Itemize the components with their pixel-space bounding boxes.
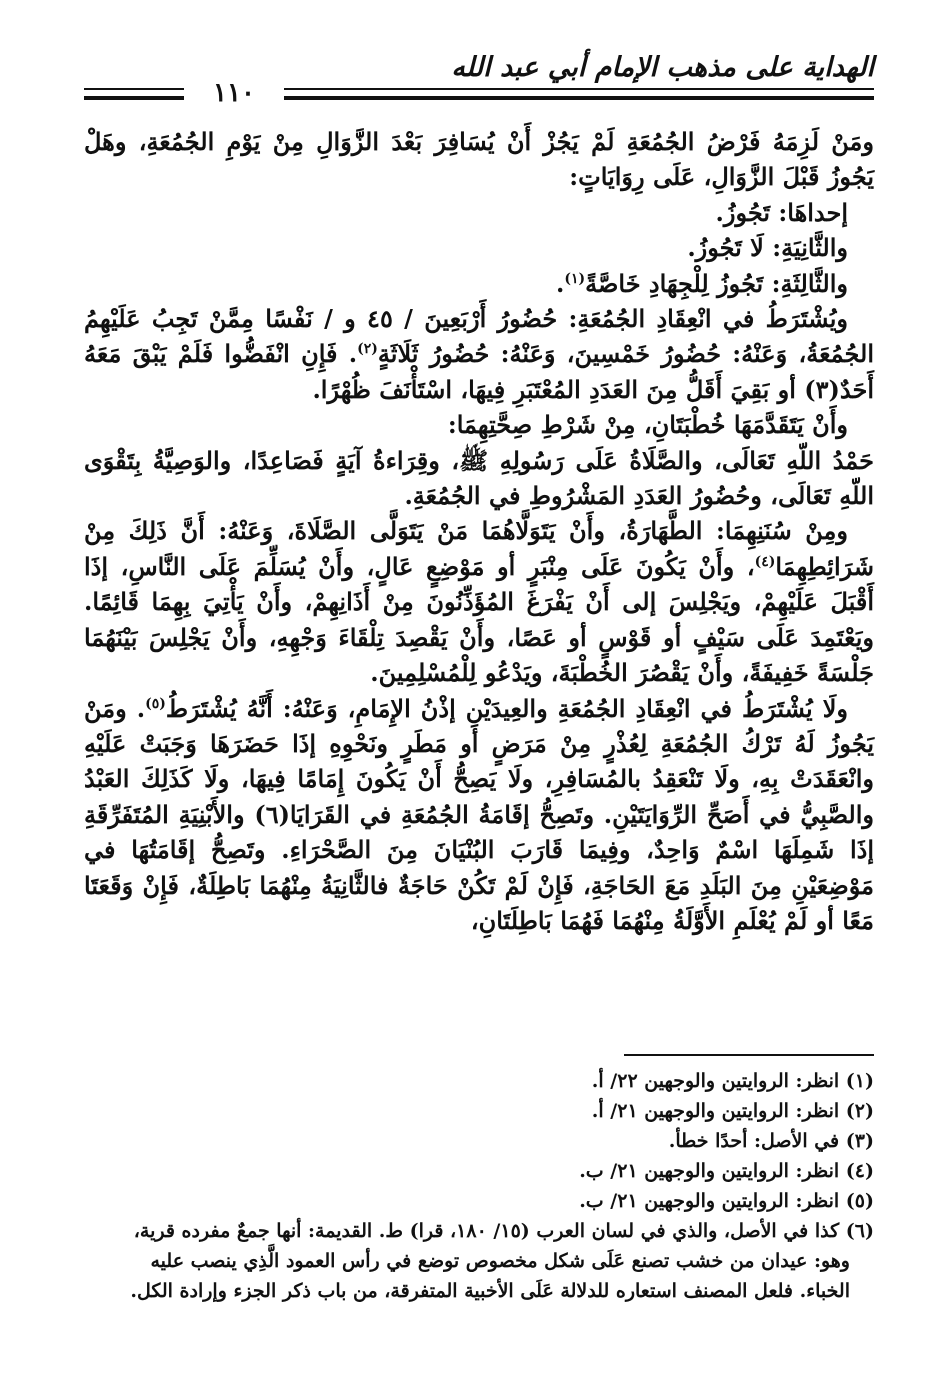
footnote-separator — [624, 1054, 874, 1056]
narration-item: والثَّالِثَةِ: تَجُوزُ لِلْجِهَادِ خَاصَّةً$^{(١)}$. — [556, 268, 848, 298]
footnote: (٣) في الأصل: أحدًا خطأ. — [668, 1130, 874, 1152]
paragraph-sermon-conditions: حَمْدُ اللّهِ تَعَالَى، والصَّلَاةُ عَلَى رَسُولِهِ ﷺ، وقِرَاءةُ آيَةٍ فَصَاعِدًا، والوَصِيَّةُ بِتَقْوَى اللّهِ تَعَالَى، وحُضُورُ العَدَدِ المَشْرُوطِ في الجُمُعَةِ. — [84, 445, 874, 511]
main-text — [84, 124, 874, 938]
footnotes — [84, 1066, 874, 1306]
footnote: (٦) كذا في الأصل، والذي في لسان العرب (١٥/ ١٨٠، قرا) ط. القديمة: أنها جمعٌ مفرده قرية، — [133, 1220, 874, 1242]
narration-item: إحداهَا: تَجُوزُ. — [715, 197, 848, 227]
narration-item: والثَّانِيَةِ: لَا تَجُوزُ. — [687, 233, 848, 263]
paragraph-imam-permission: ولَا يُشْتَرَطُ في انْعِقَادِ الجُمُعَةِ والعِيدَيْنِ إذْنُ الإِمَامِ، وَعَنْهُ: أَنَّهُ يُشْتَرَطُ$^{(٥)}$. ومَنْ يَجُوزُ لَهُ تَرْكُ الجُمُعَةِ لِعُذْرٍ مِنْ مَرَضٍ أو مَطَرٍ ونَحْوِهِ إذَا حَضَرَهَا وَجَبَتْ عَلَيْهِ وانْعَقَدَتْ بِهِ، ولَا تَنْعَقِدُ بالمُسَافِرِ، ولَا يَصِحُّ أَنْ يَكُونَ إِمَامًا فِيهَا، ولَا كَذَلِكَ العَبْدُ والصَّبِيُّ في أَصَحِّ الرِّوَايَتَيْنِ. وتَصِحُّ إقَامَةُ الجُمُعَةِ في القَرَايَا(٦) والأَبْنِيَةِ المُتَفَرِّقَةِ إذَا شَمِلَهَا اسْمٌ وَاحِدٌ، وفِيمَا قَارَبَ البُنْيَانَ مِنَ الصَّحْرَاءِ. وتَصِحُّ إقَامَتُهَا في مَوْضِعَيْنِ مِنَ البَلَدِ مَعَ الحَاجَةِ، فَإِنْ لَمْ تَكُنْ حَاجَةٌ فالثَّانِيَةُ مِنْهُمَا بَاطِلَةٌ، فَإِنْ وَقَعَتَا مَعًا أو لَمْ يُعْلَمِ الأَوَّلَةُ مِنْهُمَا فَهُمَا بَاطِلَتَانِ، — [84, 693, 874, 935]
book-page — [84, 38, 874, 1358]
footnote: (١) انظر: الروايتين والوجهين ٢٢/ أ. — [591, 1070, 874, 1092]
paragraph-conditions: ويُشْتَرَطُ في انْعِقَادِ الجُمُعَةِ: حُضُورُ أَرْبَعِينَ / ٤٥ و / نَفْسًا مِمَّنْ تَجِبُ عَلَيْهِمُ الجُمُعَةُ، وَعَنْهُ: حُضُورُ خَمْسِينَ، وَعَنْهُ: حُضُورُ ثَلَاثَةٍ$^{(٢)}$. فَإِنِ انْفَضُّوا فَلَمْ يَبْقَ مَعَهُ أَحَدٌ(٣) أو بَقِيَ أَقَلُّ مِنَ العَدَدِ المُعْتَبَرِ فِيهَا، اسْتَأْنَفَ ظُهْرًا. — [84, 304, 874, 404]
footnote-ref: (٤) — [754, 553, 776, 570]
running-title: الهداية على مذهب الإمام أبي عبد الله — [451, 52, 874, 83]
footnote-ref: (١) — [564, 270, 586, 287]
footnote-ref: (٢) — [357, 341, 378, 358]
footnote: (٥) انظر: الروايتين والوجهين ٢١/ ب. — [579, 1190, 874, 1212]
paragraph-sermons: وأَنْ يَتَقَدَّمَهَا خُطْبَتَانِ، مِنْ شَرْطِ صِحَّتِهِمَا: — [447, 410, 848, 440]
page-header — [84, 38, 874, 108]
footnote-continuation: وهو: عيدان من خشب تصنع عَلَى شكل مخصوص توضع في رأس العمود الَّذِي ينصب عليه — [150, 1250, 850, 1272]
footnote: (٢) انظر: الروايتين والوجهين ٢١/ أ. — [591, 1100, 874, 1122]
page-number: ١١٠ — [184, 78, 284, 108]
paragraph-sunan: ومِنْ سُنَنِهِمَا: الطَّهَارَةُ، وأَنْ يَتَوَلَّاهُمَا مَنْ يَتَوَلَّى الصَّلَاةَ، وَعَنْهُ: أَنَّ ذَلِكَ مِنْ شَرَائِطِهِمَا$^{(٤)}$، وأَنْ يَكُونَ عَلَى مِنْبَرٍ أو مَوْضِعٍ عَالٍ، وأَنْ يُسَلِّمَ عَلَى النَّاسِ، إذَا أَقْبَلَ عَلَيْهِمْ، ويَجْلِسَ إلى أَنْ يَفْرَغَ المُؤَذِّنُونَ مِنْ أَذَانِهِمْ، وأَنْ يَأْتِيَ بِهِمَا قَائِمًا. ويَعْتَمِدَ عَلَى سَيْفٍ أو قَوْسٍ أو عَصًا، وأَنْ يَقْصِدَ تِلْقَاءَ وَجْهِهِ، وأَنْ يَجْلِسَ بَيْنَهُمَا جَلْسَةً خَفِيفَةً، وأَنْ يَقْصُرَ الخُطْبَةَ، ويَدْعُو لِلْمُسْلِمِينَ. — [84, 516, 874, 688]
footnote-continuation: الخباء. فلعل المصنف استعاره للدلالة عَلَى الأخبية المتفرقة، من باب ذكر الجزء وإرادة الكل. — [130, 1280, 850, 1302]
footnote: (٤) انظر: الروايتين والوجهين ٢١/ ب. — [579, 1160, 874, 1182]
paragraph-travel: ومَنْ لَزِمَهُ فَرْضُ الجُمُعَةِ لَمْ يَجُزْ أَنْ يُسَافِرَ بَعْدَ الزَّوَالِ مِنْ يَوْمِ الجُمُعَةِ، وهَلْ يَجُوزُ قَبْلَ الزَّوَالِ، عَلَى رِوَايَاتٍ: — [84, 127, 874, 192]
footnote-ref: (٥) — [145, 695, 166, 712]
